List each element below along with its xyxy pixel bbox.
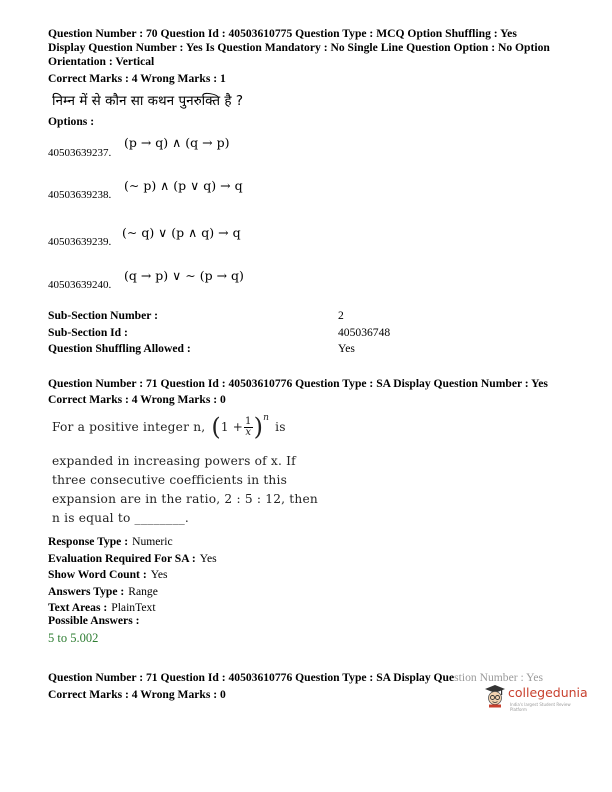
graduate-mascot-icon <box>484 684 506 708</box>
q71-question-line3: three consecutive coefficients in this <box>52 473 288 487</box>
watermark-brand: collegedunia <box>508 685 588 700</box>
q70-header-line2: Display Question Number : Yes Is Question Mandatory : No Single Line Question Option : No Option <box>48 41 550 54</box>
word-count-value: Yes <box>150 568 168 581</box>
q70-header-line1: Question Number : 70 Question Id : 40503610775 Question Type : MCQ Option Shuffling : Yes <box>48 27 517 40</box>
q71-repeat-header-faded: stion Number : Yes <box>454 671 544 684</box>
option-id-2: 40503639238. <box>48 189 112 201</box>
subsection-id-label: Sub-Section Id : <box>48 326 128 339</box>
subsection-id-value: 405036748 <box>338 326 391 339</box>
q71-expression <box>211 413 269 441</box>
text-areas-label: Text Areas : <box>48 601 108 614</box>
q71-question-line5: n is equal to ________. <box>52 511 189 525</box>
collegedunia-watermark <box>484 684 588 712</box>
option-id-4: 40503639240. <box>48 279 112 291</box>
evaluation-value: Yes <box>199 552 217 565</box>
option-id-1: 40503639237. <box>48 147 112 159</box>
q70-question-text: निम्न में से कौन सा कथन पुनरुक्ति है ? <box>52 93 244 109</box>
answers-type-label: Answers Type : <box>48 585 125 598</box>
option-expr-4: (q → p) ∨ ∼ (p → q) <box>124 268 244 283</box>
option-expr-2: (∼ p) ∧ (p ∨ q) → q <box>124 178 243 193</box>
possible-answers-label: Possible Answers : <box>48 614 140 627</box>
q71-repeat-header-line1 <box>48 671 543 685</box>
option-expr-1: (p → q) ∧ (q → p) <box>124 135 230 150</box>
q70-marks: Correct Marks : 4 Wrong Marks : 1 <box>48 72 226 85</box>
q71-text-prefix: For a positive integer n, <box>52 420 206 434</box>
right-paren-icon: ) <box>253 413 264 441</box>
expr-fraction-numerator: 1 <box>245 415 252 427</box>
q71-question-line4: expansion are in the ratio, 2 : 5 : 12, then <box>52 492 318 506</box>
q71-text-suffix: is <box>275 420 286 434</box>
expr-one-plus: 1 + <box>220 420 244 434</box>
expr-fraction-denominator: x <box>245 426 252 438</box>
response-type-label: Response Type : <box>48 535 129 548</box>
expr-exponent: n <box>263 413 270 423</box>
subsection-shuffle-value: Yes <box>338 342 355 355</box>
evaluation-label: Evaluation Required For SA : <box>48 552 196 565</box>
q71-question-line1 <box>52 412 286 442</box>
q71-marks: Correct Marks : 4 Wrong Marks : 0 <box>48 393 226 406</box>
q70-options-label: Options : <box>48 115 95 128</box>
q71-repeat-header-main: Question Number : 71 Question Id : 40503610776 Question Type : SA Display Que <box>48 671 455 684</box>
word-count-row <box>48 565 168 583</box>
option-id-3: 40503639239. <box>48 236 112 248</box>
possible-answers-value: 5 to 5.002 <box>48 631 99 645</box>
answers-type-value: Range <box>128 585 158 598</box>
left-paren-icon: ( <box>211 413 221 441</box>
q70-header-line3: Orientation : Vertical <box>48 55 155 68</box>
text-areas-value: PlainText <box>111 601 156 614</box>
q71-question-line2: expanded in increasing powers of x. If <box>52 454 296 468</box>
subsection-number-value: 2 <box>338 309 344 322</box>
subsection-shuffle-label: Question Shuffling Allowed : <box>48 342 191 355</box>
word-count-label: Show Word Count : <box>48 568 147 581</box>
response-type-value: Numeric <box>132 535 173 548</box>
q71-repeat-marks: Correct Marks : 4 Wrong Marks : 0 <box>48 688 226 701</box>
option-expr-3: (∼ q) ∨ (p ∧ q) → q <box>122 225 241 240</box>
expr-fraction <box>244 417 253 438</box>
q71-header-line1: Question Number : 71 Question Id : 40503610776 Question Type : SA Display Question Number : Yes <box>48 377 548 390</box>
subsection-number-label: Sub-Section Number : <box>48 309 158 322</box>
watermark-tagline: India's largest Student Review Platform <box>510 702 571 712</box>
response-type-row <box>48 532 173 550</box>
